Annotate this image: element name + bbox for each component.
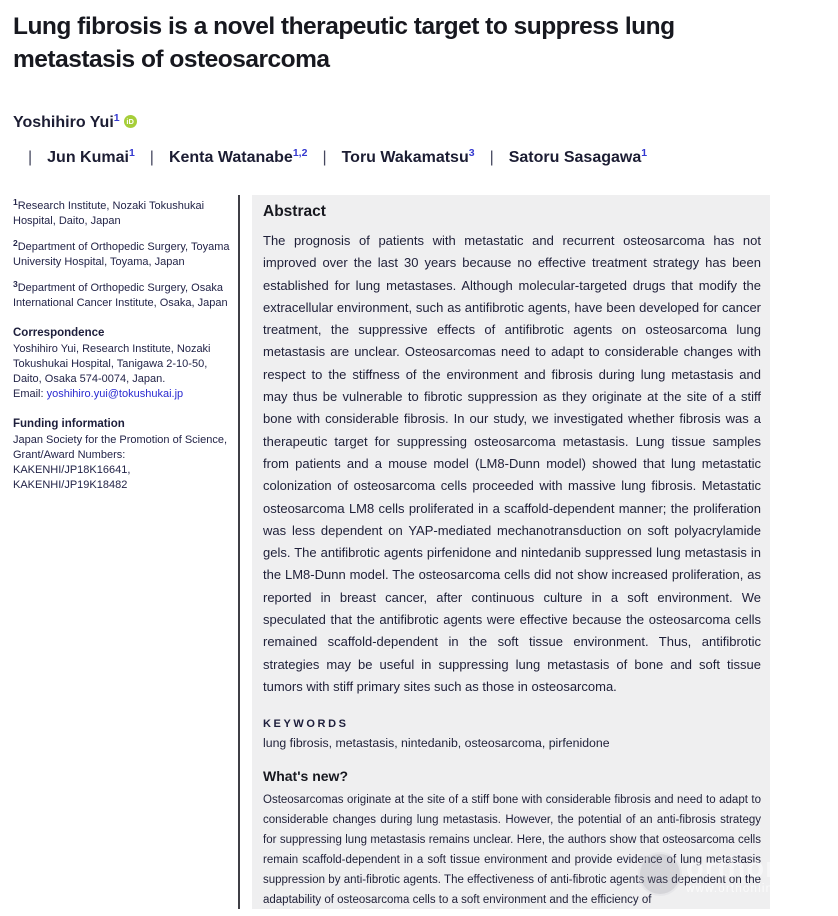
- affiliation-1: [13, 195, 230, 229]
- author-4: [342, 149, 475, 166]
- abstract-heading: Abstract: [263, 203, 326, 220]
- affiliation-2: [13, 236, 230, 270]
- author-affiliation-sup: 3: [468, 147, 475, 159]
- author-name: Yoshihiro Yui: [13, 114, 114, 131]
- email-link[interactable]: yoshihiro.yui@tokushukai.jp: [46, 388, 184, 400]
- abstract-text: The prognosis of patients with metastatic and recurrent osteosarcoma has not improved over the last 30 years because no effective treatment strategy has been established for lung metastases. Although molecular-targeted drugs that modify the extracellular environment, such as antifibrotic agents, have been developed for cancer treatment, the suppressive effects of antifibrotic agents on osteosarcoma lung metastasis are unclear. Osteosarcomas need to adapt to considerable changes with respect to the stiffness of the environment and fibrosis during lung metastasis and may thus be vulnerable to fibrotic suppression as they originate at the site of a stiff bone with considerable fibrosis. In our study, we investigated whether fibrosis was a therapeutic target for suppressing osteosarcoma metastasis. Lung tissue samples from patients and a mouse model (LM8-Dunn model) showed that lung metastatic colonization of osteosarcoma cells proceeded with massive lung fibrosis. Metastatic osteosarcoma LM8 cells proliferated in a scaffold-dependent manner; the proliferation was less dependent on YAP-mediated mechanotransduction on soft polyacrylamide gels. The antifibrotic agents pirfenidone and nintedanib suppressed lung metastasis in the LM8-Dunn model. The osteosarcoma cells did not show increased proliferation, as reported in breast cancer, after continuous culture in a soft environment. We speculated that the antifibrotic agents were effective because the osteosarcoma cells remained scaffold-dependent in the soft tissue environment. Thus, antifibrotic strategies may be useful in suppressing lung metastasis of bone and soft tissue tumors with stiff primary sites such as those in osteosarcoma.: [263, 233, 761, 694]
- affiliation-text: Department of Orthopedic Surgery, Osaka International Cancer Institute, Osaka, Japan: [13, 282, 228, 309]
- author-1: [13, 114, 137, 131]
- author-5: [509, 149, 647, 166]
- affiliation-marker: 1: [13, 197, 18, 207]
- whats-new-heading: What's new?: [263, 768, 348, 785]
- author-affiliation-sup: 1: [128, 147, 135, 159]
- correspondence-heading: Correspondence: [13, 327, 105, 339]
- affiliation-text: Research Institute, Nozaki Tokushukai Hospital, Daito, Japan: [13, 200, 205, 227]
- author-2: [47, 149, 135, 166]
- author-name: Kenta Watanabe: [168, 149, 293, 166]
- author-affiliation-sup: 1: [641, 147, 648, 159]
- author-name: Jun Kumai: [47, 149, 129, 166]
- affiliation-3: [13, 277, 230, 311]
- author-list: [13, 103, 713, 173]
- author-name: Toru Wakamatsu: [341, 149, 469, 166]
- funding-heading: Funding information: [13, 418, 125, 430]
- email-label: Email:: [13, 388, 47, 400]
- keywords-heading: KEYWORDS: [263, 718, 349, 731]
- metadata-sidebar: [13, 195, 238, 909]
- author-separator: |: [322, 149, 327, 166]
- author-separator: |: [489, 149, 494, 166]
- author-3: [169, 149, 307, 166]
- affiliation-marker: 2: [13, 238, 18, 248]
- correspondence-text: Yoshihiro Yui, Research Institute, Nozaki Tokushukai Hospital, Tanigawa 2-10-50, Daito, Osaka 574-0074, Japan.: [13, 343, 211, 385]
- author-separator: |: [149, 149, 154, 166]
- author-affiliation-sup: 1,2: [292, 147, 308, 159]
- author-name: Satoru Sasagawa: [508, 149, 642, 166]
- orcid-icon[interactable]: iD: [124, 115, 137, 128]
- affiliation-text: Department of Orthopedic Surgery, Toyama University Hospital, Toyama, Japan: [13, 241, 230, 268]
- affiliation-marker: 3: [13, 279, 18, 289]
- keywords-text: lung fibrosis, metastasis, nintedanib, osteosarcoma, pirfenidone: [263, 736, 610, 751]
- article-page: [0, 10, 838, 909]
- column-divider: [238, 195, 240, 909]
- whats-new-text: Osteosarcomas originate at the site of a stiff bone with considerable fibrosis and need to adapt to considerable changes during lung metastasis. However, the potential of an anti-fibrosis strategy for suppressing lung metastasis remains unclear. Here, the authors show that osteosarcoma cells remain scaffold-dependent in a soft tissue environment and provide evidence of lung metastasis suppression by anti-fibrotic agents. The effectiveness of anti-fibrotic agents was dependent on the adaptability of osteosarcoma cells to a soft environment and the efficiency of: [263, 794, 761, 907]
- author-affiliation-sup: 1: [113, 112, 120, 124]
- watermark-url-text: www.orthonline.c: [686, 882, 793, 895]
- funding-text: Japan Society for the Promotion of Science, Grant/Award Numbers: KAKENHI/JP18K16641, KAKENHI/JP19K18482: [13, 434, 228, 491]
- content-columns: [13, 195, 800, 909]
- article-title: Lung fibrosis is a novel therapeutic target to suppress lung metastasis of osteosarcoma: [13, 13, 675, 73]
- watermark-big-text: orthonline: [686, 851, 838, 884]
- author-separator: |: [28, 149, 33, 166]
- abstract-box: [252, 195, 770, 909]
- correspondence-email-line: [13, 387, 230, 402]
